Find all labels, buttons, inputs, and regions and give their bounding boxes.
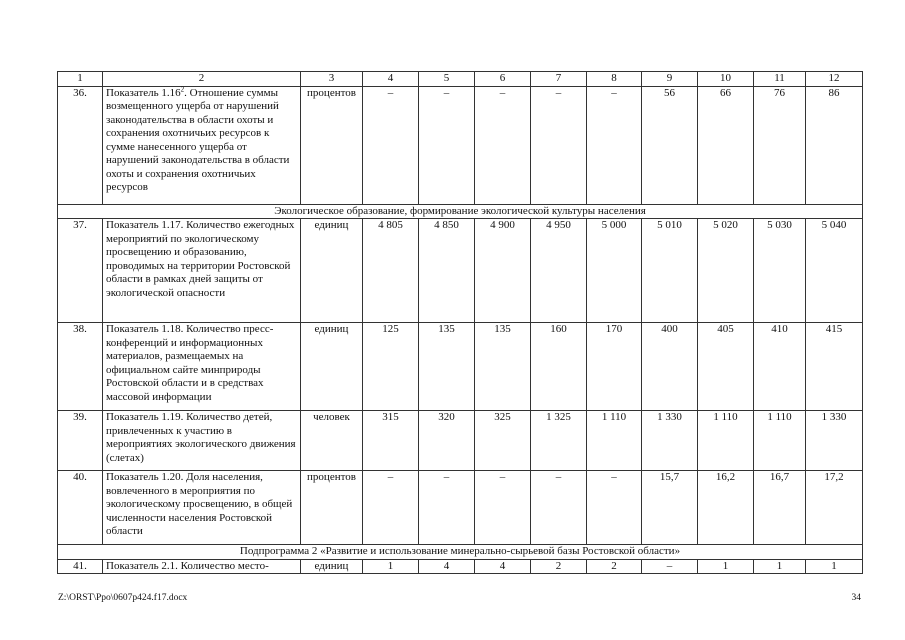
unit-cell: единиц	[301, 323, 363, 411]
value-cell: 170	[587, 323, 642, 411]
footer-file-path: Z:\ORST\Ppo\0607p424.f17.docx	[58, 593, 188, 603]
row-number: 39.	[58, 411, 103, 471]
value-cell: 1	[363, 559, 419, 574]
header-cell: 7	[531, 72, 587, 87]
value-cell: –	[475, 86, 531, 204]
table-row	[58, 411, 863, 471]
value-cell: 1 330	[642, 411, 698, 471]
value-cell: 16,2	[698, 471, 754, 545]
section-row	[58, 545, 863, 560]
value-cell: –	[531, 471, 587, 545]
value-cell: 66	[698, 86, 754, 204]
value-cell: 4 900	[475, 219, 531, 323]
header-cell: 12	[806, 72, 863, 87]
header-row	[58, 72, 863, 87]
page-number: 34	[851, 593, 861, 603]
row-number: 37.	[58, 219, 103, 323]
value-cell: 405	[698, 323, 754, 411]
value-cell: –	[587, 471, 642, 545]
indicator-name: Показатель 1.20. Доля населения, вовлеченного в мероприятия по экологическому просвещению, в общей численности населения Ростовской области	[103, 471, 301, 545]
value-cell: 76	[754, 86, 806, 204]
value-cell: 17,2	[806, 471, 863, 545]
header-cell: 4	[363, 72, 419, 87]
unit-cell: процентов	[301, 471, 363, 545]
unit-cell: единиц	[301, 559, 363, 574]
section-heading: Подпрограмма 2 «Развитие и использование минерально-сырьевой базы Ростовской области»	[58, 545, 863, 560]
value-cell: 1 110	[754, 411, 806, 471]
header-cell: 2	[103, 72, 301, 87]
value-cell: –	[642, 559, 698, 574]
value-cell: 135	[475, 323, 531, 411]
value-cell: 315	[363, 411, 419, 471]
header-cell: 8	[587, 72, 642, 87]
header-cell: 6	[475, 72, 531, 87]
value-cell: 410	[754, 323, 806, 411]
value-cell: 400	[642, 323, 698, 411]
row-number: 38.	[58, 323, 103, 411]
value-cell: 4 850	[419, 219, 475, 323]
value-cell: –	[363, 86, 419, 204]
value-cell: 1 110	[698, 411, 754, 471]
section-heading: Экологическое образование, формирование экологической культуры населения	[58, 204, 863, 219]
table-row	[58, 323, 863, 411]
indicator-name: Показатель 1.19. Количество детей, привлеченных к участию в мероприятиях экологического движения (слетах)	[103, 411, 301, 471]
value-cell: –	[419, 471, 475, 545]
indicator-table	[57, 71, 863, 574]
value-cell: 415	[806, 323, 863, 411]
header-cell: 5	[419, 72, 475, 87]
value-cell: 1 330	[806, 411, 863, 471]
value-cell: 1 110	[587, 411, 642, 471]
value-cell: 4 950	[531, 219, 587, 323]
unit-cell: процентов	[301, 86, 363, 204]
indicator-name: Показатель 2.1. Количество место-	[103, 559, 301, 574]
value-cell: –	[531, 86, 587, 204]
value-cell: –	[363, 471, 419, 545]
value-cell: 1	[806, 559, 863, 574]
value-cell: 16,7	[754, 471, 806, 545]
value-cell: 4	[419, 559, 475, 574]
unit-cell: человек	[301, 411, 363, 471]
value-cell: –	[419, 86, 475, 204]
value-cell: 160	[531, 323, 587, 411]
table-row	[58, 219, 863, 323]
indicator-name: Показатель 1.17. Количество ежегодных мероприятий по экологическому просвещению и образованию, проводимых на территории Ростовской области в рамках дней защиты от экологической опасности	[103, 219, 301, 323]
row-number: 41.	[58, 559, 103, 574]
value-cell: 2	[587, 559, 642, 574]
value-cell: 1 325	[531, 411, 587, 471]
indicator-name: Показатель 1.16$^2$. Отношение суммы возмещенного ущерба от нарушений законодательства в области охоты и сохранения охотничьих ресурсов к сумме нанесенного ущерба от нарушений законодательства в области охоты и сохранения охотничьих ресурсов	[103, 86, 301, 204]
value-cell: 135	[419, 323, 475, 411]
value-cell: 1	[754, 559, 806, 574]
header-cell: 11	[754, 72, 806, 87]
table-row	[58, 559, 863, 574]
header-cell: 9	[642, 72, 698, 87]
table-row	[58, 471, 863, 545]
header-cell: 1	[58, 72, 103, 87]
value-cell: 86	[806, 86, 863, 204]
section-row	[58, 204, 863, 219]
value-cell: –	[475, 471, 531, 545]
value-cell: 5 010	[642, 219, 698, 323]
value-cell: 125	[363, 323, 419, 411]
value-cell: 5 000	[587, 219, 642, 323]
unit-cell: единиц	[301, 219, 363, 323]
value-cell: 1	[698, 559, 754, 574]
table-row	[58, 86, 863, 204]
header-cell: 10	[698, 72, 754, 87]
indicator-name: Показатель 1.18. Количество пресс-конференций и информационных материалов, размещаемых на официальном сайте минприроды Ростовской области и в средствах массовой информации	[103, 323, 301, 411]
value-cell: 56	[642, 86, 698, 204]
value-cell: 2	[531, 559, 587, 574]
value-cell: –	[587, 86, 642, 204]
value-cell: 4	[475, 559, 531, 574]
value-cell: 4 805	[363, 219, 419, 323]
value-cell: 5 020	[698, 219, 754, 323]
value-cell: 15,7	[642, 471, 698, 545]
header-cell: 3	[301, 72, 363, 87]
value-cell: 320	[419, 411, 475, 471]
value-cell: 325	[475, 411, 531, 471]
value-cell: 5 040	[806, 219, 863, 323]
row-number: 36.	[58, 86, 103, 204]
value-cell: 5 030	[754, 219, 806, 323]
row-number: 40.	[58, 471, 103, 545]
